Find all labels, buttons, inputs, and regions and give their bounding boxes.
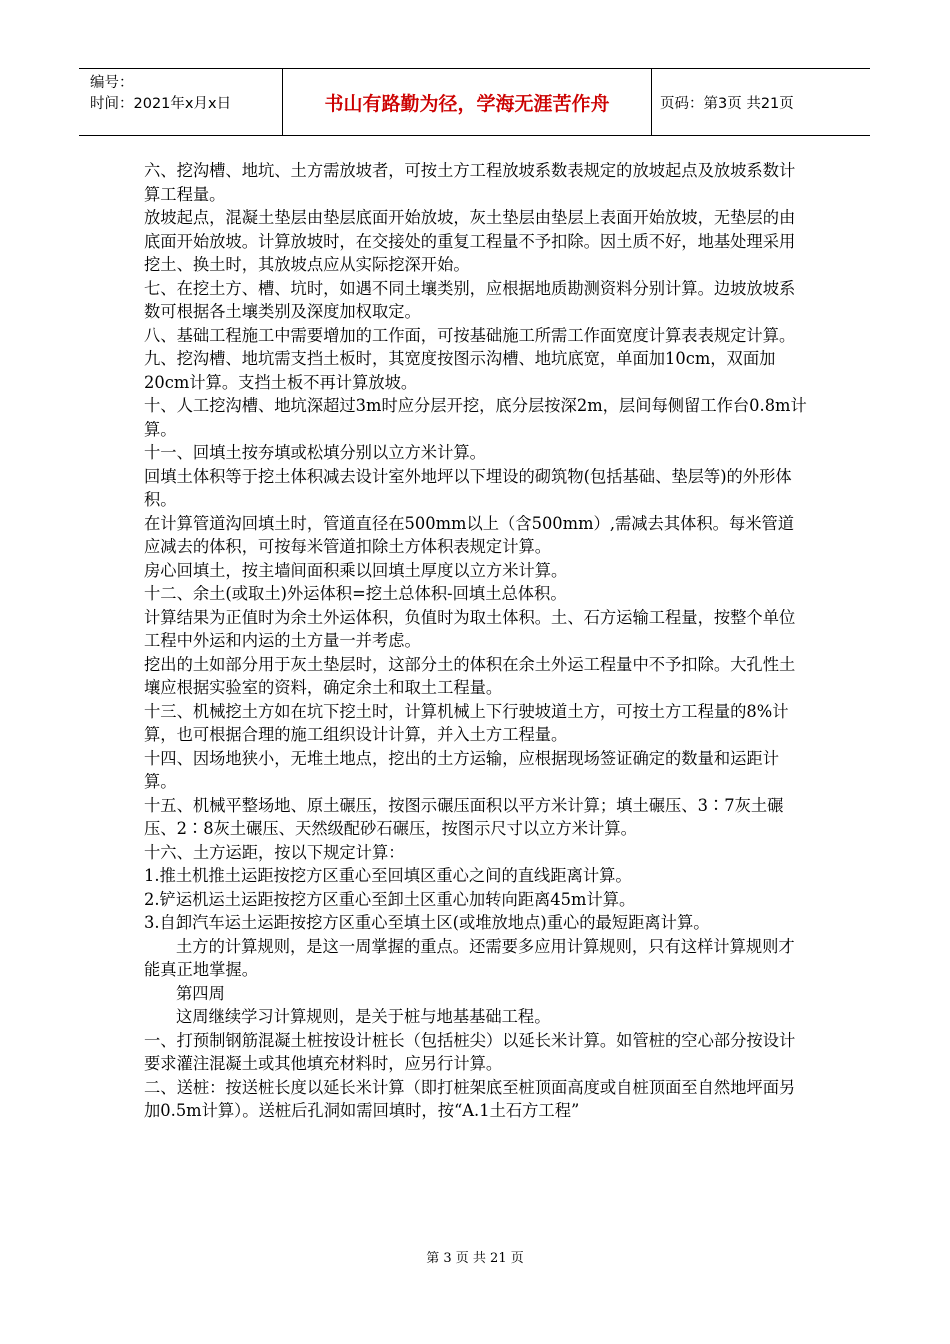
paragraph: 七、在挖土方、槽、坑时，如遇不同土壤类别，应根据地质勘测资料分别计算。边坡放坡系数可根据各土壤类别及深度加权取定。 (144, 278, 796, 321)
paragraph: 八、基础工程施工中需要增加的工作面，可按基础施工所需工作面宽度计算表表规定计算。 (144, 325, 796, 345)
header-motto: 书山有路勤为径，学海无涯苦作舟 (283, 69, 652, 135)
paragraph: 十、人工挖沟槽、地坑深超过3m时应分层开挖，底分层按深2m，层间每侧留工作台0.8m计算。 (144, 396, 807, 439)
paragraph: 十六、土方运距，按以下规定计算： (144, 842, 405, 862)
paragraph: 计算结果为正值时为余土外运体积，负值时为取土体积。土、石方运输工程量，按整个单位工程中外运和内运的土方量一并考虑。 (144, 607, 796, 650)
paragraph: 一、打预制钢筋混凝土桩按设计桩长（包括桩尖）以延长米计算。如管桩的空心部分按设计要求灌注混凝土或其他填充材料时，应另行计算。 (144, 1030, 796, 1073)
paragraph: 十三、机械挖土方如在坑下挖土时，计算机械上下行驶坡道土方，可按土方工程量的8%计算，也可根据合理的施工组织设计计算，并入土方工程量。 (144, 701, 789, 744)
paragraph: 第四周 (176, 983, 225, 1003)
paragraph: 回填土体积等于挖土体积减去设计室外地坪以下埋设的砌筑物(包括基础、垫层等)的外形体积。 (144, 466, 792, 509)
page-footer: 第 3 页 共 21 页 (426, 1251, 524, 1266)
header-meta (79, 69, 283, 135)
paragraph: 2.铲运机运土运距按挖方区重心至卸土区重心加转向距离45m计算。 (144, 889, 636, 909)
paragraph: 十五、机械平整场地、原土碾压，按图示碾压面积以平方米计算；填土碾压、3∶7灰土碾压、2∶8灰土碾压、天然级配砂石碾压，按图示尺寸以立方米计算。 (144, 795, 784, 838)
paragraph: 十四、因场地狭小，无堆土地点，挖出的土方运输，应根据现场签证确定的数量和运距计算。 (144, 748, 779, 791)
paragraph: 在计算管道沟回填土时，管道直径在500mm以上（含500mm）,需减去其体积。每米管道应减去的体积，可按每米管道扣除土方体积表规定计算。 (144, 513, 795, 556)
paragraph: 二、送桩：按送桩长度以延长米计算（即打桩架底至桩顶面高度或自桩顶面至自然地坪面另加0.5m计算）。送桩后孔洞如需回填时，按“A.1土石方工程” (144, 1077, 796, 1120)
paragraph: 这周继续学习计算规则，是关于桩与地基基础工程。 (176, 1007, 551, 1026)
paragraph: 十一、回填土按夯填或松填分别以立方米计算。 (144, 443, 486, 462)
paragraph: 3.自卸汽车运土运距按挖方区重心至填土区(或堆放地点)重心的最短距离计算。 (144, 913, 710, 932)
paragraph: 放坡起点，混凝土垫层由垫层底面开始放坡，灰土垫层由垫层上表面开始放坡，无垫层的由底面开始放坡。计算放坡时，在交接处的重复工程量不予扣除。因土质不好，地基处理采用挖土、换土时，其放坡点应从实际挖深开始。 (144, 208, 796, 274)
paragraph: 六、挖沟槽、地坑、土方需放坡者，可按土方工程放坡系数表规定的放坡起点及放坡系数计算工程量。 (144, 161, 796, 204)
paragraph: 房心回填土，按主墙间面积乘以回填土厚度以立方米计算。 (144, 560, 568, 580)
paragraph: 挖出的土如部分用于灰土垫层时，这部分土的体积在余土外运工程量中不予扣除。大孔性土壤应根据实验室的资料，确定余土和取土工程量。 (144, 654, 796, 697)
paragraph: 十二、余土(或取土)外运体积=挖土总体积-回填土总体积。 (144, 584, 567, 603)
paragraph: 九、挖沟槽、地坑需支挡土板时，其宽度按图示沟槽、地坑底宽，单面加10cm，双面加20cm计算。支挡土板不再计算放坡。 (144, 349, 776, 392)
doc-number-label: 编号： (90, 75, 134, 91)
document-body (144, 159, 809, 1123)
time-label: 时间：2021年x月x日 (90, 96, 232, 112)
header-page-info: 页码：第3页 共21页 (660, 95, 794, 112)
page-header (79, 68, 870, 136)
paragraph: 土方的计算规则，是这一周掌握的重点。还需要多应用计算规则，只有这样计算规则才能真正地掌握。 (144, 936, 795, 979)
paragraph: 1.推土机推土运距按挖方区重心至回填区重心之间的直线距离计算。 (144, 866, 632, 885)
